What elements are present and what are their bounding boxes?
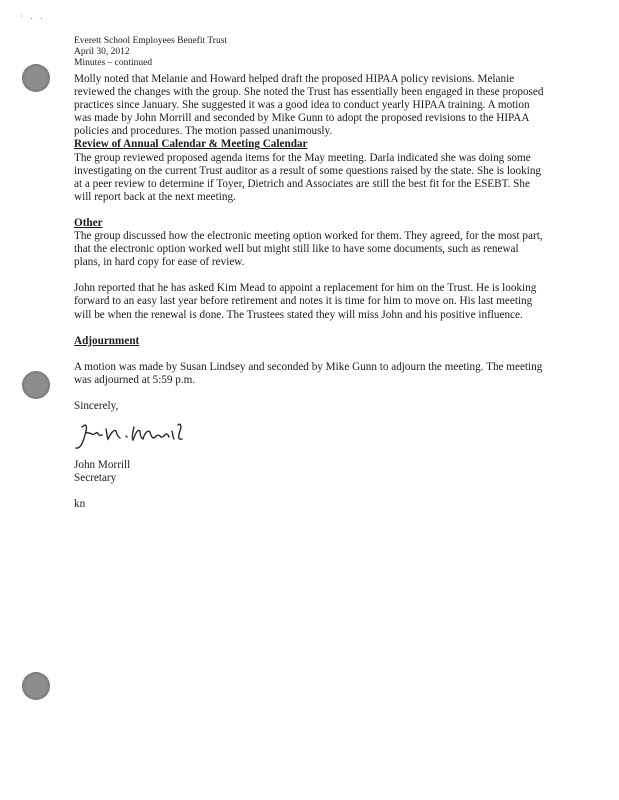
- punch-hole: [22, 64, 50, 92]
- handwritten-signature: [74, 419, 544, 455]
- document-header: [74, 36, 227, 69]
- heading-adjournment: Adjournment: [74, 334, 140, 347]
- paragraph-adjournment: A motion was made by Susan Lindsey and seconded by Mike Gunn to adjourn the meeting. The meeting was adjourned at 5:59 p.m.: [74, 360, 543, 386]
- paragraph-other-2: John reported that he has asked Kim Mead to appoint a replacement for him on the Trust. He is looking forward to an easy last year before retirement and notes it is time for him to move on. His last meeting will be when the renewal is done. The Trustees stated they will miss John and his positive influence.: [74, 282, 537, 321]
- paragraph-calendar: The group reviewed proposed agenda items for the May meeting. Darla indicated she was doing some investigating on the current Trust auditor as a result of some questions raised by the state. She is looking at a peer review to determine if Toyer, Dietrich and Associates are still the best fit for the ESEBT. She will report back at the next meeting.: [74, 151, 542, 203]
- org-name: Everett School Employees Benefit Trust: [74, 36, 228, 46]
- header-subtitle: Minutes – continued: [74, 58, 153, 68]
- heading-other: Other: [74, 216, 103, 229]
- signer-name: John Morrill: [74, 458, 131, 471]
- paragraph-hipaa: Molly noted that Melanie and Howard helped draft the proposed HIPAA policy revisions. Melanie reviewed the changes with the group. She noted the Trust has essentially been engaged in these proposed practices since January. She suggested it was a good idea to conduct yearly HIPAA training. A motion was made by John Morrill and seconded by Mike Gunn to adopt the proposed revisions to the HIPAA policies and procedures. The motion passed unanimously.: [74, 73, 544, 138]
- meeting-date: April 30, 2012: [74, 47, 130, 57]
- salutation: Sincerely,: [74, 399, 119, 412]
- typist-initials: kn: [74, 498, 86, 511]
- paragraph-other-1: The group discussed how the electronic meeting option worked for them. They agreed, for the most part, that the electronic option worked well but might still like to have some documents, such as renewal plans, in hard copy for ease of review.: [74, 230, 543, 269]
- document-body: [74, 73, 544, 511]
- punch-hole: [22, 371, 50, 399]
- signer-title: Secretary: [74, 472, 117, 485]
- heading-calendar: Review of Annual Calendar & Meeting Calendar: [74, 138, 308, 151]
- scan-speck: · . .: [20, 12, 46, 21]
- punch-hole: [22, 672, 50, 700]
